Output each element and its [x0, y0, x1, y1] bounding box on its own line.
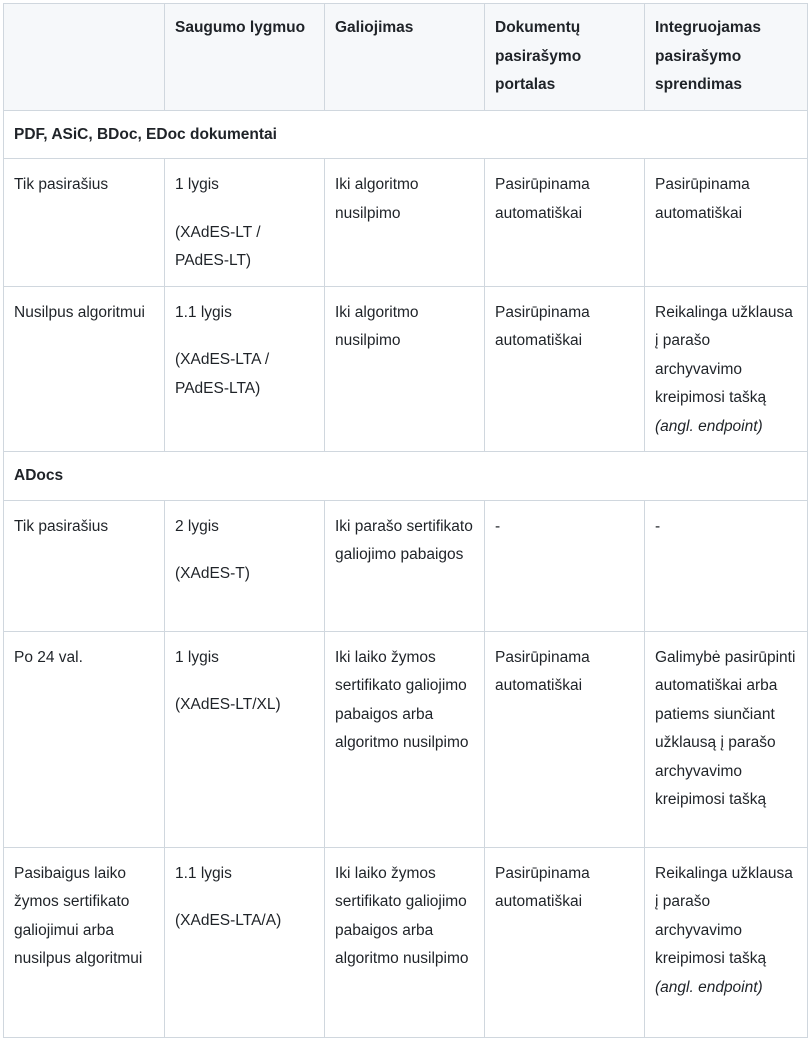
- integrated-text: Reikalinga užklausa į parašo archyvavimo kreipimosi tašką: [655, 303, 793, 406]
- cell-validity: Iki algoritmo nusilpimo: [325, 286, 485, 452]
- integrated-note: (angl. endpoint): [655, 978, 763, 996]
- level-label: 1.1 lygis: [175, 864, 232, 882]
- cell-level: [165, 500, 325, 631]
- table-row: [4, 286, 808, 452]
- level-label: 2 lygis: [175, 517, 219, 535]
- cell-level: [165, 631, 325, 847]
- level-format: (XAdES-LT/XL): [175, 696, 281, 713]
- level-label: 1 lygis: [175, 176, 219, 193]
- cell-type: Po 24 val.: [4, 631, 165, 847]
- cell-type: Pasibaigus laiko žymos sertifikato galiojimui arba nusilpus algoritmui: [4, 847, 165, 1037]
- signature-levels-table: [3, 3, 808, 1038]
- header-integrated-solution: Integruojamas pasirašymo sprendimas: [645, 4, 808, 111]
- cell-integrated: [645, 500, 808, 631]
- table-row: [4, 847, 808, 1037]
- table-body: [4, 110, 808, 1037]
- cell-type: Tik pasirašius: [4, 159, 165, 287]
- integrated-note: (angl. endpoint): [655, 417, 763, 435]
- cell-level: [165, 159, 325, 287]
- cell-portal: -: [485, 500, 645, 631]
- integrated-text: -: [655, 517, 661, 535]
- integrated-text: Galimybė pasirūpinti automatiškai arba patiems siunčiant užklausą į parašo archyvavimo kreipimosi tašką: [655, 648, 796, 808]
- cell-validity: Iki laiko žymos sertifikato galiojimo pabaigos arba algoritmo nusilpimo: [325, 847, 485, 1037]
- cell-type: Nusilpus algoritmui: [4, 286, 165, 452]
- cell-integrated: [645, 159, 808, 287]
- cell-integrated: [645, 631, 808, 847]
- level-format: (XAdES-T): [175, 565, 250, 582]
- cell-portal: Pasirūpinama automatiškai: [485, 631, 645, 847]
- table-row: [4, 500, 808, 631]
- cell-integrated: [645, 286, 808, 452]
- header-empty: [4, 4, 165, 111]
- cell-level: [165, 847, 325, 1037]
- table-row: [4, 159, 808, 287]
- cell-validity: Iki laiko žymos sertifikato galiojimo pabaigos arba algoritmo nusilpimo: [325, 631, 485, 847]
- section-row: [4, 452, 808, 501]
- integrated-text: Pasirūpinama automatiškai: [655, 176, 750, 222]
- section-row: [4, 110, 808, 159]
- cell-portal: Pasirūpinama automatiškai: [485, 847, 645, 1037]
- cell-type: Tik pasirašius: [4, 500, 165, 631]
- level-format: (XAdES-LTA / PAdES-LTA): [175, 351, 270, 397]
- integrated-text: Reikalinga užklausa į parašo archyvavimo kreipimosi tašką: [655, 864, 793, 967]
- cell-level: [165, 286, 325, 452]
- cell-portal: Pasirūpinama automatiškai: [485, 159, 645, 287]
- level-label: 1 lygis: [175, 648, 219, 666]
- header-signing-portal: Dokumentų pasirašymo portalas: [485, 4, 645, 111]
- header-security-level: Saugumo lygmuo: [165, 4, 325, 111]
- header-validity: Galiojimas: [325, 4, 485, 111]
- header-row: [4, 4, 808, 111]
- cell-integrated: [645, 847, 808, 1037]
- table-row: [4, 631, 808, 847]
- cell-validity: Iki algoritmo nusilpimo: [325, 159, 485, 287]
- table-header: [4, 4, 808, 111]
- level-format: (XAdES-LTA/A): [175, 912, 282, 929]
- level-format: (XAdES-LT / PAdES-LT): [175, 223, 261, 269]
- cell-validity: Iki parašo sertifikato galiojimo pabaigos: [325, 500, 485, 631]
- level-label: 1.1 lygis: [175, 303, 232, 321]
- cell-portal: Pasirūpinama automatiškai: [485, 286, 645, 452]
- section-title: ADocs: [4, 452, 808, 501]
- section-title: PDF, ASiC, BDoc, EDoc dokumentai: [4, 110, 808, 159]
